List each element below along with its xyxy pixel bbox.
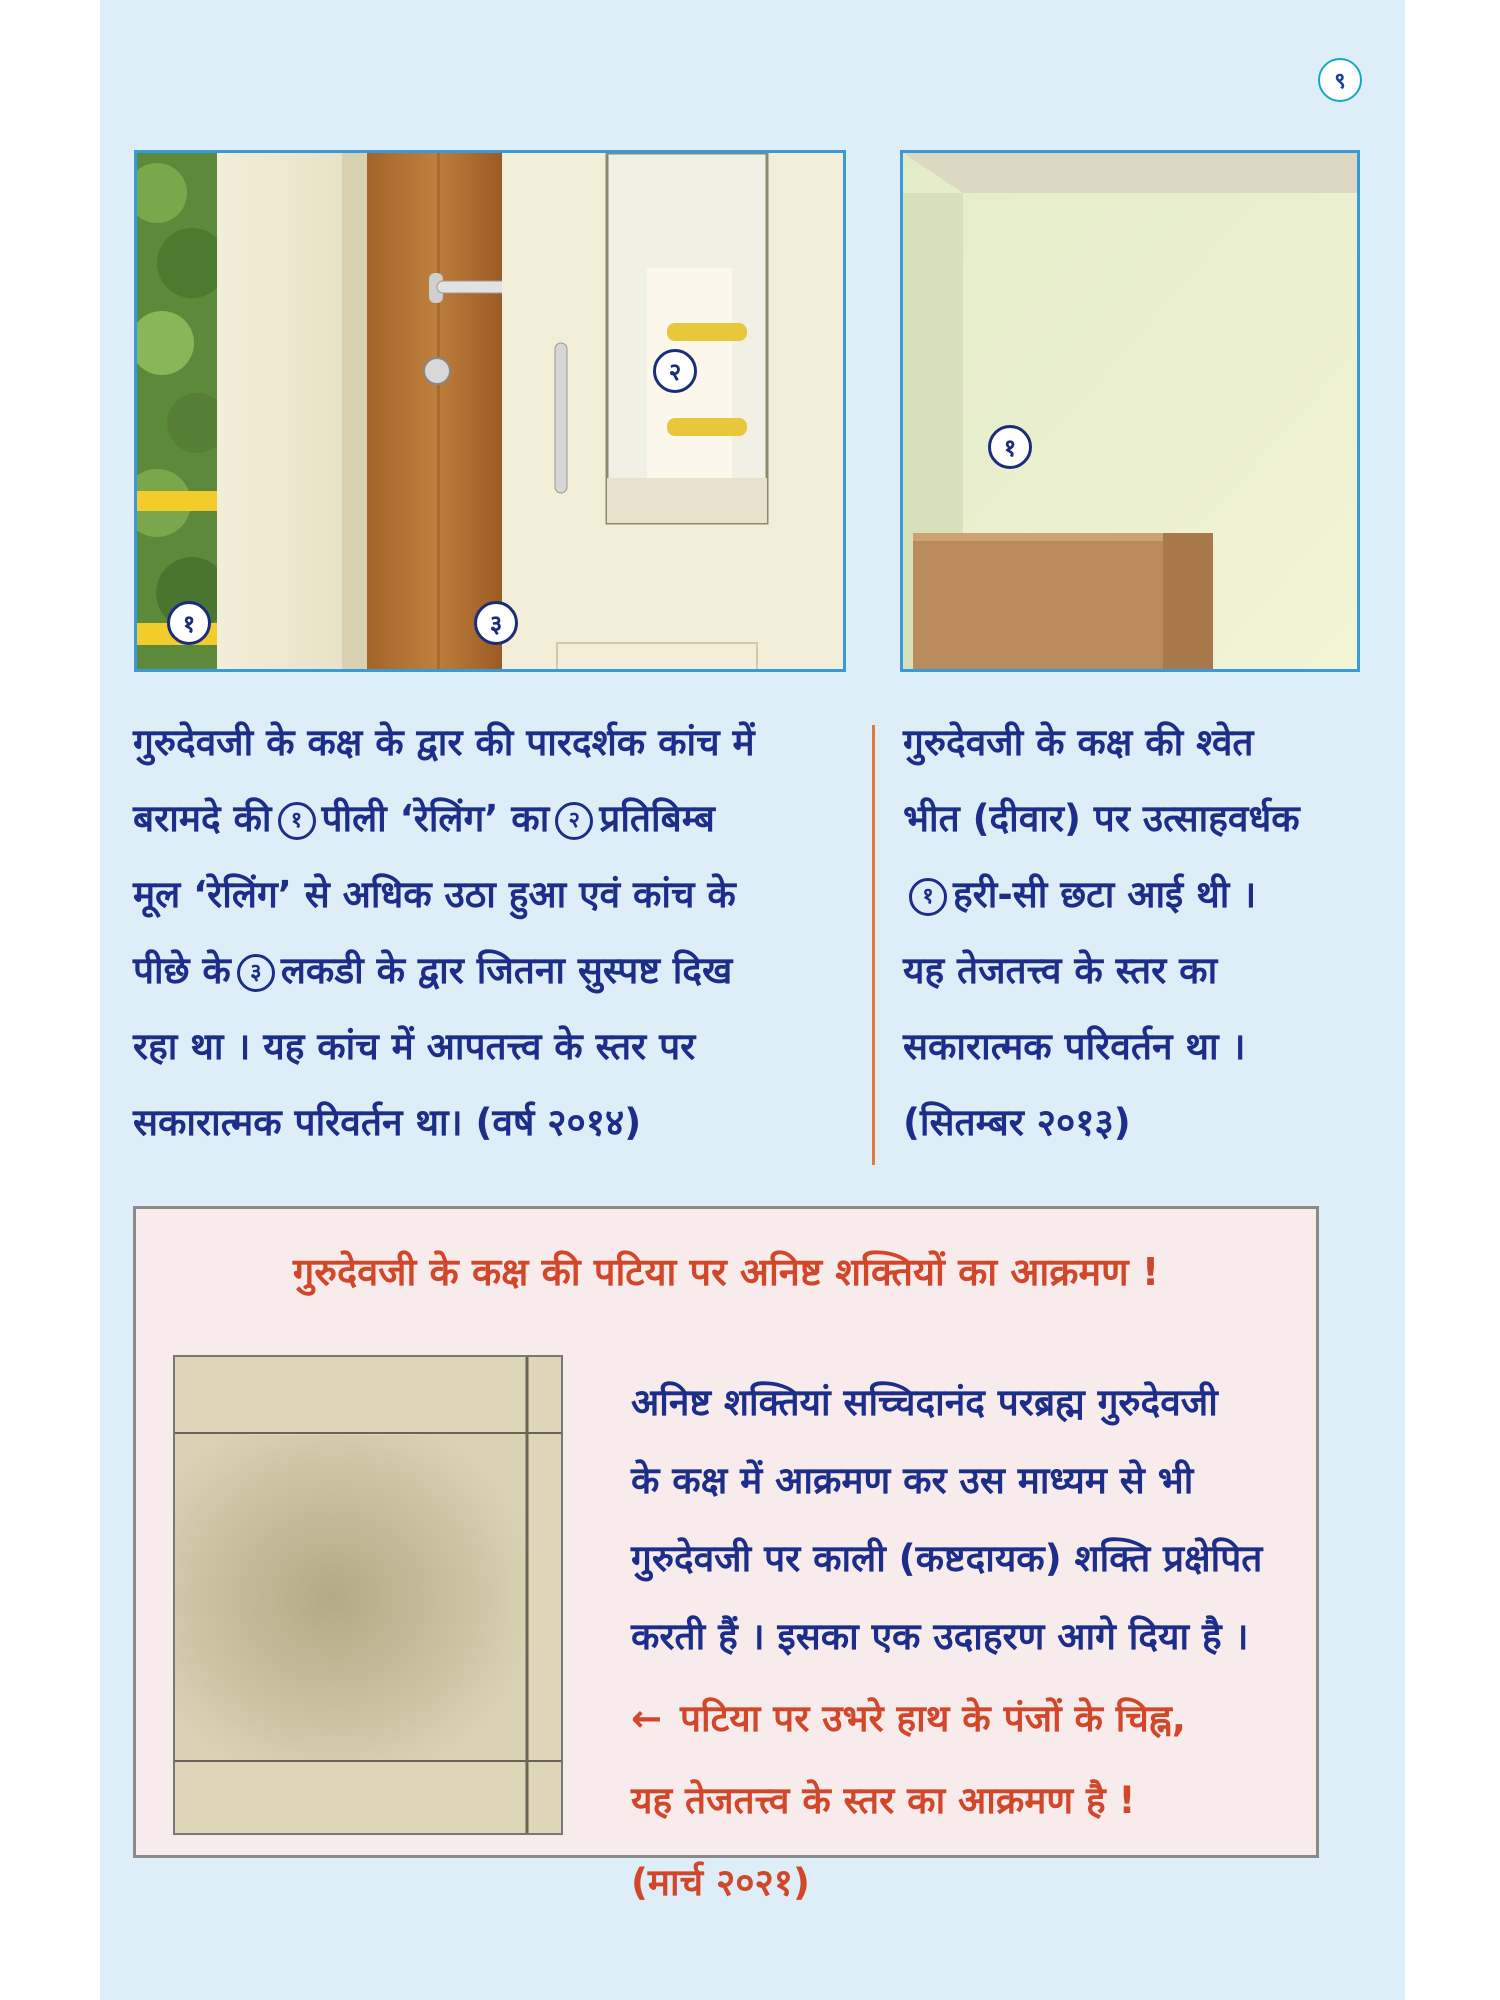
left-arrow-icon: ←: [631, 1697, 663, 1740]
wall-line-3: १ हरी-सी छटा आई थी ।: [903, 857, 1355, 933]
door-photo: [134, 150, 846, 672]
wall-description: [903, 705, 1355, 1161]
door-line-2: बरामदे की १ पीली ‘रेलिंग’ का २ प्रतिबिम्ब: [133, 797, 715, 840]
page-number: ९: [1318, 58, 1362, 102]
door-description: [133, 705, 845, 1161]
wall-photo: [900, 150, 1360, 672]
attack-body-line-2: के कक्ष में आक्रमण कर उस माध्यम से भी: [631, 1459, 1194, 1502]
inline-marker-3: ३: [237, 954, 275, 992]
inline-marker-wall-1: १: [909, 878, 947, 916]
door-marker-2: २: [653, 349, 697, 393]
wall-line-2: भीत (दीवार) पर उत्साहवर्धक: [903, 797, 1300, 840]
attack-info-box: [133, 1206, 1319, 1904]
slab-photo-illustration: [175, 1357, 561, 1833]
wall-line-5: सकारात्मक परिवर्तन था ।: [903, 1025, 1246, 1068]
wall-photo-illustration: [903, 153, 1360, 672]
door-line-5: रहा था । यह कांच में आपतत्त्व के स्तर पर: [133, 1025, 696, 1068]
door-marker-3: ३: [474, 601, 518, 645]
door-line-1: गुरुदेवजी के कक्ष के द्वार की पारदर्शक कांच में: [133, 721, 755, 764]
wall-line-6: (सितम्बर २०१३): [903, 1101, 1131, 1144]
attack-box-text: [631, 1364, 1286, 1922]
door-marker-1: १: [167, 601, 211, 645]
attack-body-line-3: गुरुदेवजी पर काली (कष्टदायक) शक्ति प्रक्षेपित: [631, 1537, 1263, 1580]
attack-caption-line-1: ← पटिया पर उभरे हाथ के पंजों के चिह्न,: [631, 1697, 1186, 1740]
attack-caption-line-3: (मार्च २०२१): [631, 1861, 810, 1904]
slab-photo: [173, 1355, 563, 1835]
attack-body-line-4: करती हैं । इसका एक उदाहरण आगे दिया है ।: [631, 1615, 1249, 1658]
inline-marker-2: २: [555, 802, 593, 840]
door-line-4: पीछे के ३ लकडी के द्वार जितना सुस्पष्ट दिख: [133, 949, 733, 992]
wall-line-4: यह तेजतत्त्व के स्तर का: [903, 949, 1218, 992]
inline-marker-1: १: [278, 802, 316, 840]
door-photo-illustration: [137, 153, 846, 672]
door-line-6: सकारात्मक परिवर्तन था। (वर्ष २०१४): [133, 1101, 642, 1144]
attack-box-title: गुरुदेवजी के कक्ष की पटिया पर अनिष्ट शक्तियों का आक्रमण !: [292, 1250, 1160, 1294]
attack-body-line-1: अनिष्ट शक्तियां सच्चिदानंद परब्रह्म गुरुदेवजी: [631, 1381, 1218, 1424]
wall-line-1: गुरुदेवजी के कक्ष की श्वेत: [903, 721, 1254, 764]
attack-caption-line-2: यह तेजतत्त्व के स्तर का आक्रमण है !: [631, 1779, 1136, 1822]
door-line-3: मूल ‘रेलिंग’ से अधिक उठा हुआ एवं कांच के: [133, 873, 736, 916]
wall-marker-1: १: [988, 425, 1032, 469]
column-divider: [872, 725, 875, 1165]
